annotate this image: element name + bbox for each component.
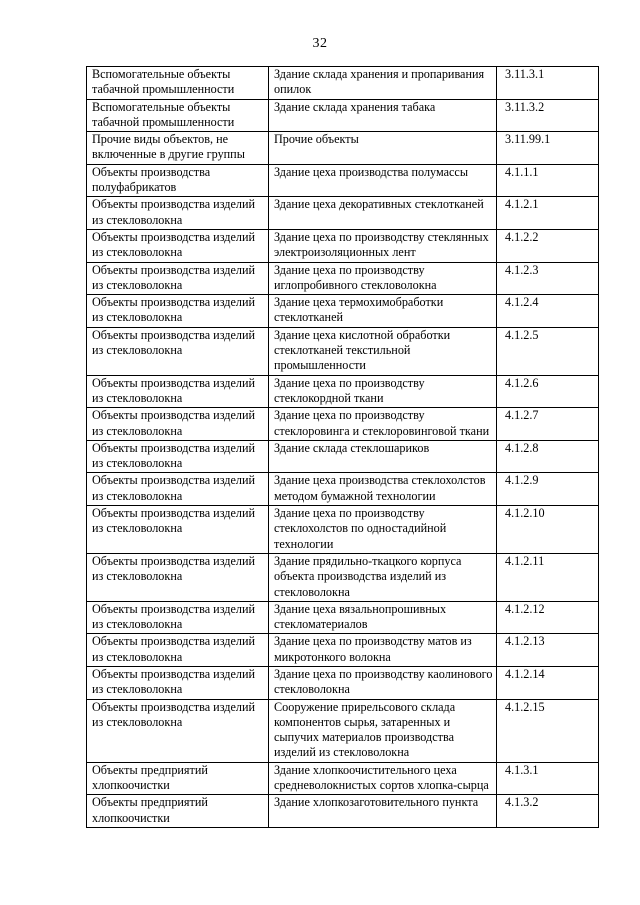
building-cell: Здание склада стеклошариков — [269, 440, 497, 473]
object-type-cell: Объекты производства изделий из стекловолокна — [87, 262, 269, 295]
table-row — [87, 440, 599, 473]
object-type-cell: Объекты производства полуфабрикатов — [87, 164, 269, 197]
code-cell: 4.1.2.3 — [497, 262, 599, 295]
code-cell: 4.1.2.1 — [497, 197, 599, 230]
table-row — [87, 229, 599, 262]
building-cell: Здание хлопкозаготовительного пункта — [269, 795, 497, 828]
code-cell: 4.1.2.4 — [497, 295, 599, 328]
code-cell: 4.1.3.2 — [497, 795, 599, 828]
object-type-cell: Объекты производства изделий из стекловолокна — [87, 197, 269, 230]
object-type-cell: Вспомогательные объекты табачной промышленности — [87, 67, 269, 100]
code-cell: 3.11.3.2 — [497, 99, 599, 132]
table-row — [87, 408, 599, 441]
code-cell: 3.11.3.1 — [497, 67, 599, 100]
classification-table — [86, 66, 599, 828]
object-type-cell: Объекты производства изделий из стекловолокна — [87, 375, 269, 408]
table-row — [87, 762, 599, 795]
code-cell: 4.1.2.7 — [497, 408, 599, 441]
table-row — [87, 197, 599, 230]
object-type-cell: Объекты производства изделий из стекловолокна — [87, 553, 269, 601]
building-cell: Здание склада хранения табака — [269, 99, 497, 132]
table-row — [87, 295, 599, 328]
code-cell: 4.1.3.1 — [497, 762, 599, 795]
table-body — [87, 67, 599, 828]
object-type-cell: Объекты производства изделий из стекловолокна — [87, 699, 269, 762]
code-cell: 4.1.2.15 — [497, 699, 599, 762]
object-type-cell: Объекты производства изделий из стекловолокна — [87, 408, 269, 441]
object-type-cell: Объекты производства изделий из стекловолокна — [87, 601, 269, 634]
table-row — [87, 99, 599, 132]
object-type-cell: Объекты производства изделий из стекловолокна — [87, 506, 269, 554]
code-cell: 4.1.2.8 — [497, 440, 599, 473]
building-cell: Здание цеха производства полумассы — [269, 164, 497, 197]
object-type-cell: Объекты предприятий хлопкоочистки — [87, 762, 269, 795]
code-cell: 4.1.2.9 — [497, 473, 599, 506]
code-cell: 4.1.2.2 — [497, 229, 599, 262]
table-row — [87, 553, 599, 601]
building-cell: Здание цеха по производству стеклоровинга и стеклоровинговой ткани — [269, 408, 497, 441]
code-cell: 4.1.2.11 — [497, 553, 599, 601]
building-cell: Здание цеха производства стеклохолстов методом бумажной технологии — [269, 473, 497, 506]
table-row — [87, 67, 599, 100]
table-row — [87, 666, 599, 699]
building-cell: Здание цеха по производству стеклокордной ткани — [269, 375, 497, 408]
building-cell: Здание цеха термохимобработки стеклотканей — [269, 295, 497, 328]
code-cell: 3.11.99.1 — [497, 132, 599, 165]
table-row — [87, 375, 599, 408]
object-type-cell: Объекты производства изделий из стекловолокна — [87, 229, 269, 262]
table-row — [87, 601, 599, 634]
code-cell: 4.1.2.5 — [497, 327, 599, 375]
object-type-cell: Прочие виды объектов, не включенные в другие группы — [87, 132, 269, 165]
code-cell: 4.1.1.1 — [497, 164, 599, 197]
building-cell: Здание цеха декоративных стеклотканей — [269, 197, 497, 230]
object-type-cell: Объекты производства изделий из стекловолокна — [87, 295, 269, 328]
building-cell: Здание склада хранения и пропаривания опилок — [269, 67, 497, 100]
object-type-cell: Объекты производства изделий из стекловолокна — [87, 634, 269, 667]
page-number: 32 — [312, 36, 328, 51]
building-cell: Прочие объекты — [269, 132, 497, 165]
building-cell: Здание цеха вязальнопрошивных стекломатериалов — [269, 601, 497, 634]
table-row — [87, 506, 599, 554]
building-cell: Здание цеха кислотной обработки стеклотканей текстильной промышленности — [269, 327, 497, 375]
object-type-cell: Объекты производства изделий из стекловолокна — [87, 327, 269, 375]
building-cell: Здание цеха по производству каолинового стекловолокна — [269, 666, 497, 699]
building-cell: Здание цеха по производству матов из микротонкого волокна — [269, 634, 497, 667]
table-row — [87, 262, 599, 295]
object-type-cell: Объекты предприятий хлопкоочистки — [87, 795, 269, 828]
table-row — [87, 327, 599, 375]
table-row — [87, 795, 599, 828]
table-row — [87, 164, 599, 197]
object-type-cell: Объекты производства изделий из стекловолокна — [87, 440, 269, 473]
object-type-cell: Вспомогательные объекты табачной промышленности — [87, 99, 269, 132]
building-cell: Здание цеха по производству стеклохолстов по одностадийной технологии — [269, 506, 497, 554]
table-row — [87, 132, 599, 165]
building-cell: Здание цеха по производству стеклянных электроизоляционных лент — [269, 229, 497, 262]
code-cell: 4.1.2.14 — [497, 666, 599, 699]
table-row — [87, 634, 599, 667]
object-type-cell: Объекты производства изделий из стекловолокна — [87, 666, 269, 699]
code-cell: 4.1.2.13 — [497, 634, 599, 667]
code-cell: 4.1.2.10 — [497, 506, 599, 554]
table-row — [87, 699, 599, 762]
code-cell: 4.1.2.6 — [497, 375, 599, 408]
building-cell: Здание прядильно-ткацкого корпуса объекта производства изделий из стекловолокна — [269, 553, 497, 601]
object-type-cell: Объекты производства изделий из стекловолокна — [87, 473, 269, 506]
building-cell: Сооружение прирельсового склада компонентов сырья, затаренных и сыпучих материалов производства изделий из стекловолокна — [269, 699, 497, 762]
table-row — [87, 473, 599, 506]
building-cell: Здание хлопкоочистительного цеха средневолокнистых сортов хлопка-сырца — [269, 762, 497, 795]
building-cell: Здание цеха по производству иглопробивного стекловолокна — [269, 262, 497, 295]
code-cell: 4.1.2.12 — [497, 601, 599, 634]
